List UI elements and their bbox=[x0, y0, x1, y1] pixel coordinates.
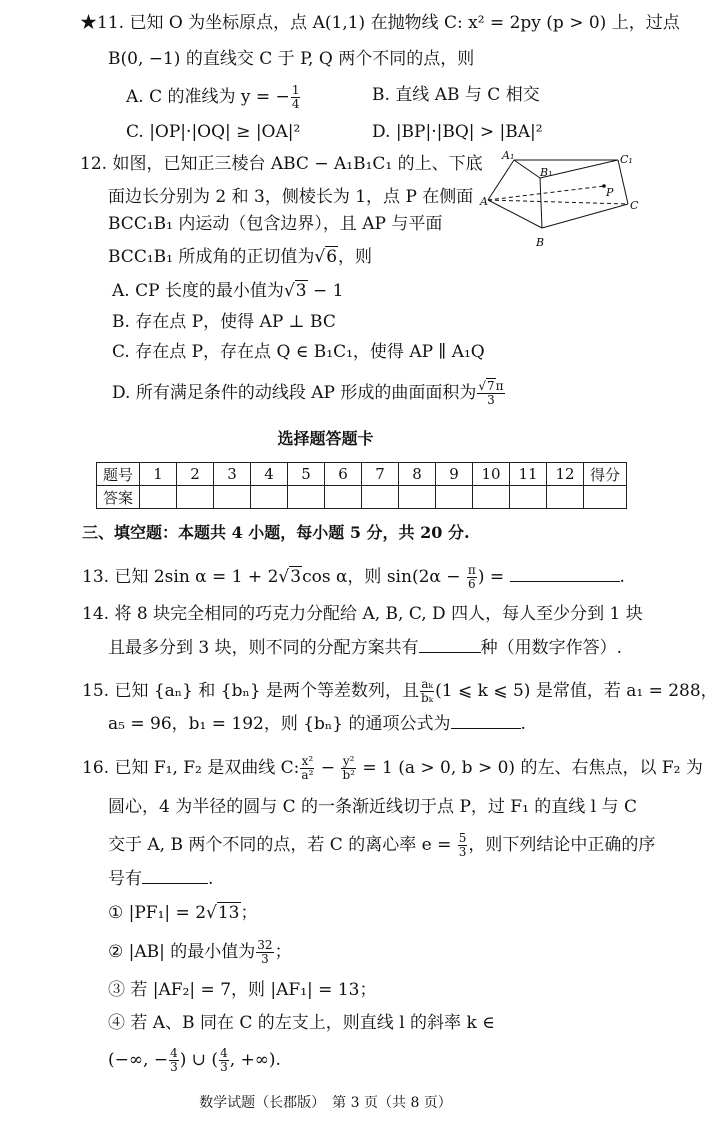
sqrt-radicand: 3 bbox=[290, 567, 302, 587]
fraction-numerator: 4 bbox=[220, 1046, 228, 1060]
sqrt-radicand: 3 bbox=[295, 281, 307, 301]
q15-line2 bbox=[108, 713, 526, 735]
table-header-answer: 答案 bbox=[97, 486, 140, 509]
fraction-denominator: bₖ bbox=[421, 691, 434, 705]
q15-line2-text: a₅ = 96，b₁ = 192，则 {bₙ} 的通项公式为 bbox=[108, 714, 451, 734]
fraction-numerator: 5 bbox=[458, 831, 467, 845]
q15-text-post: (1 ⩽ k ⩽ 5) 是常值，若 a₁ = 288， bbox=[435, 681, 718, 701]
fraction-denominator: 3 bbox=[220, 1060, 228, 1074]
table-header-score: 得分 bbox=[584, 463, 627, 486]
q12-option-d-text: D. 所有满足条件的动线段 AP 形成的曲面面积为 bbox=[112, 383, 477, 403]
answer-blank[interactable] bbox=[451, 714, 521, 729]
q16-line2: 圆心，4 为半径的圆与 C 的一条渐近线切于点 P，过 F₁ 的直线 l 与 C bbox=[108, 797, 637, 817]
q15-line1 bbox=[82, 678, 718, 705]
q12-option-b: B. 存在点 P，使得 AP ⊥ BC bbox=[112, 312, 336, 332]
fraction bbox=[458, 832, 468, 859]
q13-text: 13. 已知 2sin α = 1 + 2 bbox=[82, 567, 279, 587]
pi-symbol: π bbox=[495, 379, 504, 393]
answer-cell[interactable] bbox=[510, 486, 547, 509]
q11-option-d: D. |BP|·|BQ| > |BA|² bbox=[372, 122, 543, 142]
fraction-numerator: 4 bbox=[170, 1046, 178, 1060]
answer-cell[interactable] bbox=[251, 486, 288, 509]
q14-line1: 14. 将 8 块完全相同的巧克力分配给 A, B, C, D 四人，每人至少分到 1 块 bbox=[82, 604, 643, 624]
fraction bbox=[169, 1047, 179, 1074]
statement-2-end: ； bbox=[274, 942, 292, 962]
q11-option-b: B. 直线 AB 与 C 相交 bbox=[372, 85, 540, 105]
answer-cell[interactable] bbox=[436, 486, 473, 509]
answer-cell[interactable] bbox=[140, 486, 177, 509]
fraction-denominator: 3 bbox=[170, 1060, 178, 1074]
answer-cell[interactable] bbox=[362, 486, 399, 509]
q16-line3 bbox=[108, 832, 655, 859]
fraction-numerator: y² bbox=[342, 754, 355, 768]
answer-card-number-row bbox=[97, 463, 627, 486]
sqrt-radicand: 13 bbox=[217, 903, 240, 923]
q14-line2-end: 种（用数字作答）. bbox=[480, 638, 623, 658]
statement-1-text: ① |PF₁| = 2 bbox=[108, 903, 207, 923]
label-b: B bbox=[536, 236, 545, 249]
fraction: $\frac{1}{4}$ bbox=[291, 83, 300, 111]
q15-period: . bbox=[520, 714, 526, 734]
table-cell: 12 bbox=[547, 463, 584, 486]
label-b1: B₁ bbox=[540, 166, 553, 179]
edge-cc1 bbox=[618, 160, 628, 204]
label-p: P bbox=[606, 186, 614, 199]
table-cell: 8 bbox=[399, 463, 436, 486]
q16-statement-2 bbox=[108, 939, 292, 966]
q12-line2: 面边长分别为 2 和 3，侧棱长为 1，点 P 在侧面 bbox=[108, 187, 474, 207]
edge-a1b1 bbox=[514, 160, 540, 178]
q16-text: 16. 已知 F₁, F₂ 是双曲线 C: bbox=[82, 758, 300, 778]
page-footer: 数学试题（长郡版） 第 3 页（共 8 页） bbox=[199, 1095, 452, 1111]
q15-text: 15. 已知 {aₙ} 和 {bₙ} 是两个等差数列，且 bbox=[82, 681, 420, 701]
statement-1-end: ； bbox=[240, 903, 258, 923]
q11-option-a-text: A. C 的准线为 y = − bbox=[126, 87, 290, 107]
q14-line2 bbox=[108, 637, 622, 659]
sqrt-radicand: 6 bbox=[326, 247, 338, 267]
q12-option-a: A. CP 长度的最小值为√3 − 1 bbox=[112, 281, 344, 301]
q13-text-mid: cos α，则 sin(2α − bbox=[302, 567, 466, 587]
statement-2-text: ② |AB| 的最小值为 bbox=[108, 942, 256, 962]
q16-statement-4-line1: ④ 若 A、B 同在 C 的左支上，则直线 l 的斜率 k ∈ bbox=[108, 1013, 495, 1033]
q11-option-c: C. |OP|·|OQ| ≥ |OA|² bbox=[126, 122, 301, 142]
sqrt-radicand: 7 bbox=[487, 379, 495, 393]
score-cell[interactable] bbox=[584, 486, 627, 509]
section3-heading: 三、填空题：本题共 4 小题，每小题 5 分，共 20 分. bbox=[82, 523, 470, 542]
fraction-denominator: 3 bbox=[261, 952, 269, 966]
answer-cell[interactable] bbox=[177, 486, 214, 509]
answer-card-answer-row bbox=[97, 486, 627, 509]
q16-line3-end: ，则下列结论中正确的序 bbox=[468, 835, 656, 855]
fraction-numerator: aₖ bbox=[421, 677, 433, 691]
table-cell: 10 bbox=[473, 463, 510, 486]
answer-blank[interactable] bbox=[419, 638, 481, 653]
fraction-numerator: √7π bbox=[478, 379, 504, 393]
q16-statement-4-line2 bbox=[108, 1047, 281, 1074]
fraction-numerator: π bbox=[467, 563, 476, 577]
table-cell: 2 bbox=[177, 463, 214, 486]
q12-option-c: C. 存在点 P，存在点 Q ∈ B₁C₁，使得 AP ∥ A₁Q bbox=[112, 342, 485, 362]
segment-ap bbox=[488, 186, 604, 200]
label-a1: A₁ bbox=[502, 149, 515, 162]
fraction-denominator: 6 bbox=[468, 577, 476, 591]
fraction-denominator: b² bbox=[342, 768, 355, 782]
table-cell: 4 bbox=[251, 463, 288, 486]
fraction bbox=[219, 1047, 229, 1074]
edge-bc bbox=[542, 204, 628, 228]
fraction-numerator: x² bbox=[301, 754, 314, 768]
q16-statement-1: ① |PF₁| = 2√13； bbox=[108, 903, 258, 923]
answer-blank[interactable] bbox=[510, 567, 620, 582]
union-symbol: ) ∪ ( bbox=[179, 1050, 219, 1070]
fraction bbox=[420, 678, 434, 705]
answer-cell[interactable] bbox=[547, 486, 584, 509]
q13-period: . bbox=[619, 567, 625, 587]
fraction bbox=[256, 939, 273, 966]
interval-left: (−∞, − bbox=[108, 1050, 169, 1070]
q14-line2-text: 且最多分到 3 块，则不同的分配方案共有 bbox=[108, 638, 419, 658]
q16-line4-text: 号有 bbox=[108, 869, 142, 889]
fraction-denominator: a² bbox=[301, 768, 314, 782]
label-c1: C₁ bbox=[620, 153, 633, 166]
table-cell: 5 bbox=[288, 463, 325, 486]
answer-cell[interactable] bbox=[473, 486, 510, 509]
interval-right: , +∞). bbox=[229, 1050, 281, 1070]
table-cell: 11 bbox=[510, 463, 547, 486]
fraction bbox=[477, 380, 504, 407]
table-cell: 3 bbox=[214, 463, 251, 486]
q12-option-a-end: − 1 bbox=[307, 281, 344, 301]
fraction bbox=[300, 755, 314, 782]
q12-line4-end: ，则 bbox=[338, 247, 373, 267]
q12-line3: BCC₁B₁ 内运动（包含边界），且 AP 与平面 bbox=[108, 214, 443, 234]
fraction-denominator: 3 bbox=[458, 845, 467, 859]
answer-card-title: 选择题答题卡 bbox=[277, 429, 374, 448]
edge-bb1 bbox=[540, 178, 542, 228]
label-a: A bbox=[480, 195, 488, 208]
fraction-numerator: 32 bbox=[257, 938, 273, 952]
table-cell: 9 bbox=[436, 463, 473, 486]
table-cell: 1 bbox=[140, 463, 177, 486]
edge-aa1 bbox=[488, 160, 514, 200]
q12-line4: BCC₁B₁ 所成角的正切值为√6，则 bbox=[108, 247, 373, 267]
q16-line3-text: 交于 A, B 两个不同的点，若 C 的离心率 e = bbox=[108, 835, 457, 855]
table-header-number: 题号 bbox=[97, 463, 140, 486]
q16-line1 bbox=[82, 755, 703, 782]
q11-line2: B(0, −1) 的直线交 C 于 P, Q 两个不同的点，则 bbox=[108, 49, 475, 69]
q11-option-a bbox=[126, 84, 301, 111]
q12-line1: 12. 如图，已知正三棱台 ABC − A₁B₁C₁ 的上、下底 bbox=[80, 154, 483, 174]
q13-text-post: ) = bbox=[477, 567, 510, 587]
q16-period: . bbox=[208, 869, 214, 889]
frustum-figure bbox=[482, 150, 642, 250]
minus-sign: − bbox=[315, 758, 341, 778]
table-cell: 7 bbox=[362, 463, 399, 486]
answer-cell[interactable] bbox=[399, 486, 436, 509]
table-cell: 6 bbox=[325, 463, 362, 486]
q12-line4-text: BCC₁B₁ 所成角的正切值为 bbox=[108, 247, 315, 267]
edge-ac bbox=[488, 200, 628, 204]
fraction-denominator: 3 bbox=[487, 393, 495, 407]
answer-blank[interactable] bbox=[142, 869, 208, 884]
q13-line: 13. 已知 2sin α = 1 + 2√3cos α，则 sin(2α − $\frac{\pi}{6}$ ) = . bbox=[82, 563, 625, 591]
q11-line1: ★11. 已知 O 为坐标原点，点 A(1,1) 在抛物线 C: x² = 2py (p > 0) 上，过点 bbox=[80, 13, 680, 33]
edge-ab bbox=[488, 200, 542, 228]
answer-card-table bbox=[96, 462, 627, 509]
label-c: C bbox=[630, 199, 639, 212]
q16-line4 bbox=[108, 868, 213, 890]
q16-text-post: = 1 (a > 0, b > 0) 的左、右焦点，以 F₂ 为 bbox=[356, 758, 703, 778]
fraction bbox=[341, 755, 356, 782]
q12-option-d bbox=[112, 380, 506, 407]
fraction bbox=[467, 564, 477, 591]
q16-statement-3: ③ 若 |AF₂| = 7，则 |AF₁| = 13； bbox=[108, 980, 377, 1000]
q12-option-a-text: A. CP 长度的最小值为 bbox=[112, 281, 284, 301]
answer-cell[interactable] bbox=[325, 486, 362, 509]
answer-cell[interactable] bbox=[214, 486, 251, 509]
answer-cell[interactable] bbox=[288, 486, 325, 509]
